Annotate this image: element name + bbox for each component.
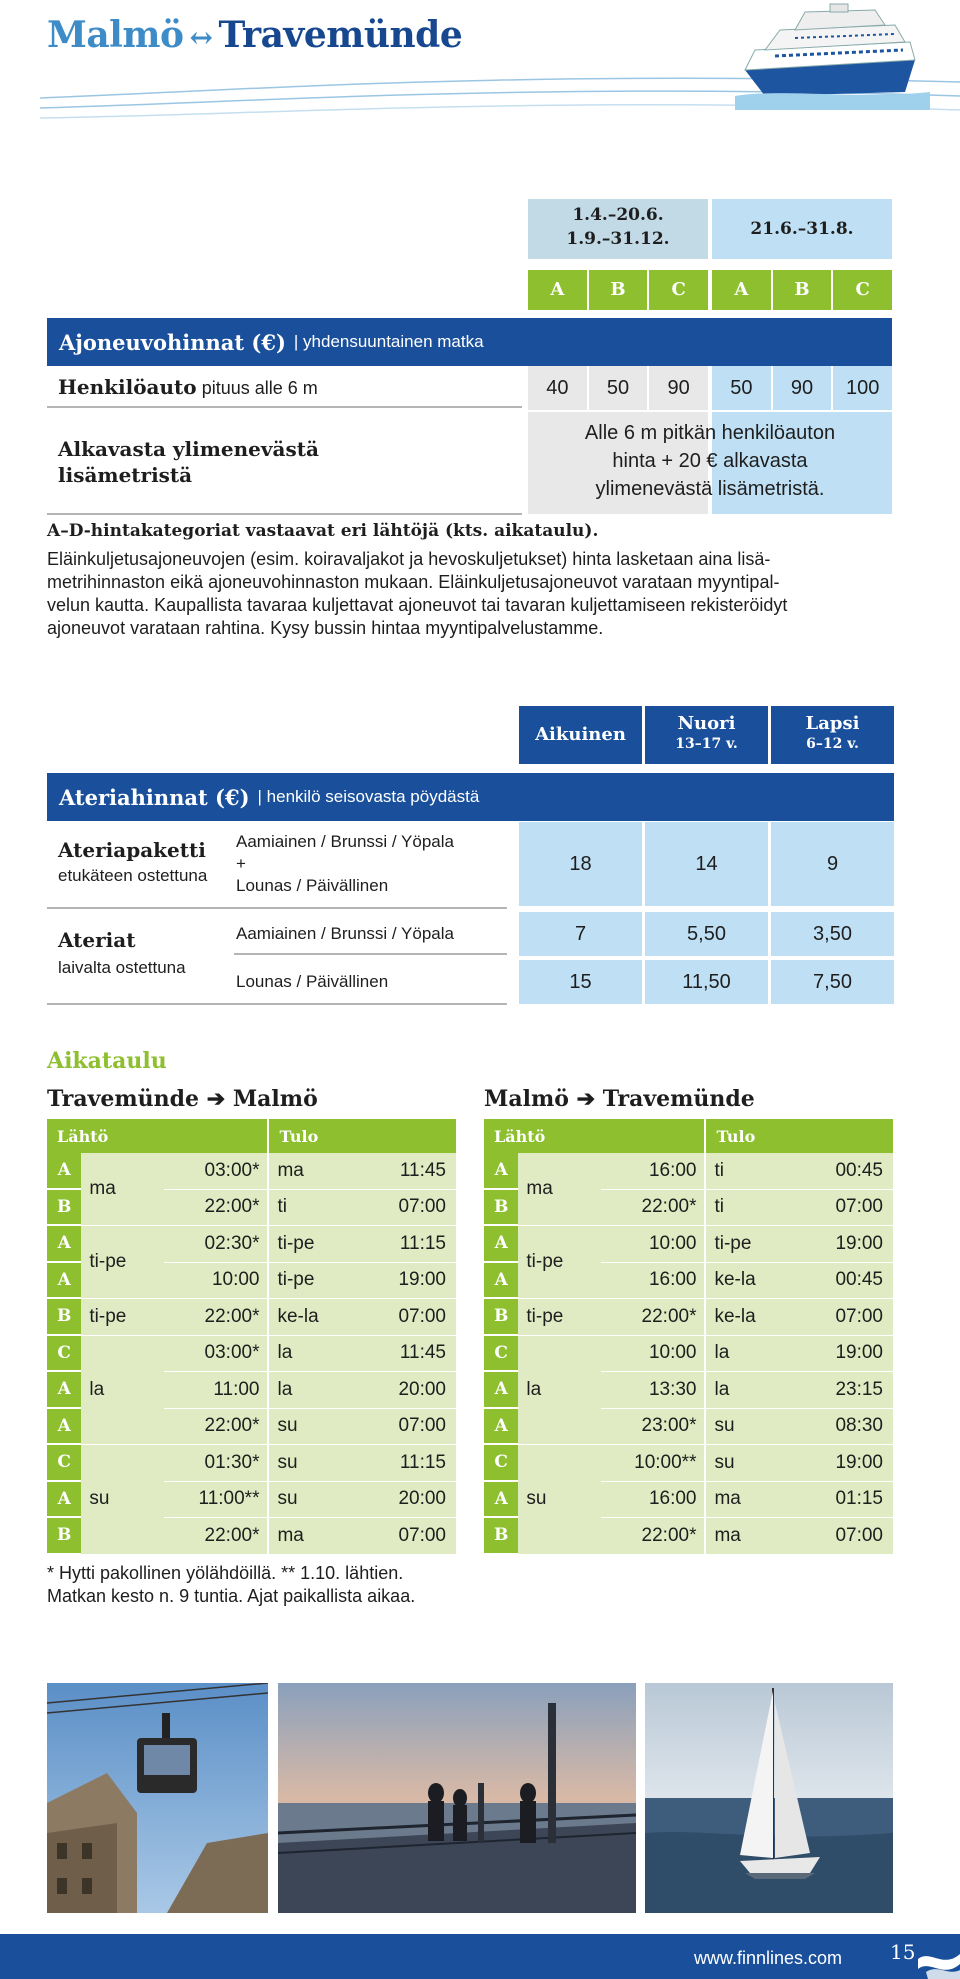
route-from: Travemünde <box>47 1086 200 1112</box>
package-title: Ateriapaketti <box>58 838 206 862</box>
arrival-day: la <box>706 1372 789 1409</box>
arrival-time: 11:15 <box>352 1226 456 1263</box>
category-c: C <box>833 270 892 310</box>
season-2-label: 21.6.–31.8. <box>750 219 854 239</box>
route-to: Travemünde <box>602 1086 755 1112</box>
photo-ferry-deck <box>278 1683 636 1913</box>
website-url: www.finnlines.com <box>693 1948 842 1968</box>
arrival-day: ma <box>269 1153 352 1190</box>
departure-day: ti-pe <box>81 1226 164 1299</box>
price-category: C <box>47 1336 81 1373</box>
car-sublabel: pituus alle 6 m <box>201 378 318 398</box>
arrival-day: ti-pe <box>269 1226 352 1263</box>
schedule-row <box>484 1336 893 1373</box>
arrival-time: 23:15 <box>789 1372 893 1409</box>
schedule-row <box>484 1445 893 1482</box>
extra-label-line-1: Alkavasta ylimenevästä <box>58 437 319 461</box>
arrow-right-icon: ➔ <box>206 1086 226 1112</box>
price-category: A <box>484 1482 518 1519</box>
extra-text-line-2: hinta + 20 € alkavasta <box>612 450 808 472</box>
price-category: A <box>47 1226 81 1263</box>
arrival-day: ti-pe <box>706 1226 789 1263</box>
divider <box>47 513 522 515</box>
arrival-time: 07:00 <box>352 1518 456 1555</box>
route-to: Malmö <box>232 1086 318 1112</box>
price-cell: 15 <box>519 960 642 1004</box>
divider <box>47 1003 507 1005</box>
price-category: B <box>47 1518 81 1555</box>
vehicle-prices-title: Ajoneuvohinnat (€) <box>59 329 286 355</box>
price-category: A <box>47 1153 81 1190</box>
price-cell: 3,50 <box>771 912 894 956</box>
schedule-row <box>47 1153 456 1190</box>
arrival-day: ma <box>706 1482 789 1519</box>
paragraph-line: velun kautta. Kaupallista tavaraa kuljettavat ajoneuvot tai tavaran kuljettamiseen rekisteröidyt <box>47 595 788 615</box>
arrival-day: ke-la <box>706 1299 789 1336</box>
departure-header: Lähtö <box>47 1119 269 1153</box>
arrival-time: 08:30 <box>789 1409 893 1446</box>
schedule-header-row <box>47 1119 456 1153</box>
departure-day: ma <box>81 1153 164 1226</box>
departure-time: 22:00* <box>601 1299 707 1336</box>
divider <box>47 907 507 909</box>
extra-label-line-2: lisämetristä <box>58 463 193 487</box>
photo-sailboat <box>645 1683 893 1913</box>
paragraph-line: metrihinnaston eikä ajoneuvohinnaston mukaan. Eläinkuljetusajoneuvot varataan myyntipal- <box>47 572 780 592</box>
schedule-row <box>47 1445 456 1482</box>
departure-time: 10:00 <box>601 1226 707 1263</box>
paragraph-line: Eläinkuljetusajoneuvojen (esim. koiravaljakot ja hevoskuljetukset) hinta lasketaan aina lisä- <box>47 549 771 569</box>
route-from: Malmö <box>484 1086 569 1112</box>
footnote-line: Matkan kesto n. 9 tuntia. Ajat paikallista aikaa. <box>47 1586 416 1606</box>
departure-day: ti-pe <box>518 1226 601 1299</box>
car-label: Henkilöauto <box>58 375 197 399</box>
adult-label: Aikuinen <box>535 724 626 745</box>
arrival-day: su <box>706 1445 789 1482</box>
arrival-day: ti <box>269 1190 352 1227</box>
schedule-title: Aikataulu <box>47 1048 167 1074</box>
schedule-row <box>47 1299 456 1336</box>
arrival-time: 07:00 <box>352 1299 456 1336</box>
left-schedule <box>47 1119 456 1555</box>
title-from: Malmö <box>47 14 184 56</box>
schedule-footnote <box>47 1562 415 1608</box>
right-schedule-title <box>484 1086 755 1112</box>
price-category: B <box>47 1299 81 1336</box>
price-cell: 100 <box>833 366 892 410</box>
departure-time: 11:00** <box>164 1482 270 1519</box>
departure-time: 10:00 <box>164 1263 270 1300</box>
departure-time: 22:00* <box>164 1518 270 1555</box>
package-desc <box>236 831 454 897</box>
price-cell: 90 <box>649 366 708 410</box>
page-number: 15 <box>890 1940 916 1964</box>
extra-text-line-3: ylimenevästä lisämetristä. <box>595 478 825 500</box>
departure-time: 02:30* <box>164 1226 270 1263</box>
season-header-2 <box>712 199 892 259</box>
paragraph-line: ajoneuvot varataan rahtina. Kysy bussin hintaa myyntipalvelustamme. <box>47 618 604 638</box>
category-c: C <box>649 270 708 310</box>
footnote-line: * Hytti pakollinen yölähdöillä. ** 1.10. lähtien. <box>47 1563 404 1583</box>
arrival-day: la <box>269 1336 352 1373</box>
price-category: A <box>484 1226 518 1263</box>
price-category: C <box>47 1445 81 1482</box>
meal-prices-subtitle: | henkilö seisovasta pöydästä <box>257 787 480 806</box>
bidirectional-arrow-icon: ↔ <box>189 21 213 54</box>
package-label <box>58 838 207 886</box>
departure-time: 22:00* <box>164 1299 270 1336</box>
price-category: B <box>47 1190 81 1227</box>
package-desc-line: Lounas / Päivällinen <box>236 876 389 895</box>
child-age: 6–12 v. <box>806 736 859 752</box>
departure-day: ti-pe <box>518 1299 601 1336</box>
category-note: A–D-hintakategoriat vastaavat eri lähtöjä (kts. aikataulu). <box>47 521 599 541</box>
price-cell: 7 <box>519 912 642 956</box>
price-cell: 14 <box>645 822 768 906</box>
season-header-1 <box>528 199 708 259</box>
youth-age: 13–17 v. <box>675 736 738 752</box>
meals-title: Ateriat <box>58 928 136 952</box>
price-category: A <box>484 1153 518 1190</box>
arrival-day: su <box>269 1445 352 1482</box>
arrow-right-icon: ➔ <box>576 1086 596 1112</box>
schedule-row <box>484 1153 893 1190</box>
departure-time: 16:00 <box>601 1482 707 1519</box>
price-cell: 7,50 <box>771 960 894 1004</box>
departure-time: 01:30* <box>164 1445 270 1482</box>
schedule-table <box>47 1119 456 1555</box>
price-cell: 90 <box>773 366 832 410</box>
lunch-price-row <box>519 960 894 1004</box>
schedule-row <box>484 1299 893 1336</box>
departure-header: Lähtö <box>484 1119 706 1153</box>
departure-day: ti-pe <box>81 1299 164 1336</box>
price-category: B <box>484 1299 518 1336</box>
arrival-time: 19:00 <box>789 1445 893 1482</box>
arrival-time: 00:45 <box>789 1263 893 1300</box>
price-category: A <box>47 1482 81 1519</box>
arrival-day: su <box>269 1409 352 1446</box>
departure-day: ma <box>518 1153 601 1226</box>
page-title <box>47 14 462 56</box>
arrival-day: ke-la <box>269 1299 352 1336</box>
left-schedule-title <box>47 1086 318 1112</box>
meals-label <box>58 928 186 978</box>
departure-day: la <box>518 1336 601 1446</box>
arrival-time: 11:15 <box>352 1445 456 1482</box>
arrival-time: 01:15 <box>789 1482 893 1519</box>
arrival-day: ke-la <box>706 1263 789 1300</box>
meals-subtitle: laivalta ostettuna <box>58 958 186 977</box>
arrival-day: ma <box>269 1518 352 1555</box>
price-cell: 40 <box>528 366 587 410</box>
schedule-row <box>47 1336 456 1373</box>
arrival-time: 20:00 <box>352 1482 456 1519</box>
arrival-time: 19:00 <box>352 1263 456 1300</box>
arrival-day: su <box>706 1409 789 1446</box>
departure-time: 13:30 <box>601 1372 707 1409</box>
price-category: B <box>484 1518 518 1555</box>
arrival-time: 11:45 <box>352 1336 456 1373</box>
meal-prices-title: Ateriahinnat (€) <box>59 784 250 810</box>
arrival-header: Tulo <box>706 1119 893 1153</box>
arrival-time: 00:45 <box>789 1153 893 1190</box>
breakfast-desc: Aamiainen / Brunssi / Yöpala <box>236 924 454 943</box>
arrival-time: 11:45 <box>352 1153 456 1190</box>
arrival-day: la <box>706 1336 789 1373</box>
category-a: A <box>528 270 587 310</box>
season-1-line-2: 1.9.–31.12. <box>566 229 670 249</box>
arrival-day: su <box>269 1482 352 1519</box>
price-category-row <box>528 270 892 310</box>
price-category: B <box>484 1190 518 1227</box>
divider <box>47 406 522 408</box>
extra-meter-text <box>528 419 892 503</box>
category-b: B <box>773 270 832 310</box>
divider <box>234 953 507 955</box>
arrival-time: 19:00 <box>789 1226 893 1263</box>
schedule-row <box>47 1226 456 1263</box>
lunch-desc: Lounas / Päivällinen <box>236 972 389 991</box>
package-price-row <box>519 822 894 906</box>
car-row-label <box>58 375 318 399</box>
child-label: Lapsi <box>805 713 860 734</box>
price-category: A <box>47 1372 81 1409</box>
arrival-time: 20:00 <box>352 1372 456 1409</box>
price-cell: 11,50 <box>645 960 768 1004</box>
arrival-header: Tulo <box>269 1119 456 1153</box>
departure-time: 22:00* <box>164 1190 270 1227</box>
arrival-time: 07:00 <box>789 1299 893 1336</box>
arrival-time: 07:00 <box>789 1190 893 1227</box>
meal-prices-bar <box>47 773 894 821</box>
departure-day: su <box>518 1445 601 1555</box>
price-cell: 5,50 <box>645 912 768 956</box>
price-cell: 9 <box>771 822 894 906</box>
header-youth <box>645 706 768 764</box>
departure-time: 22:00* <box>164 1409 270 1446</box>
schedule-header-row <box>484 1119 893 1153</box>
departure-time: 23:00* <box>601 1409 707 1446</box>
departure-day: la <box>81 1336 164 1446</box>
departure-time: 10:00** <box>601 1445 707 1482</box>
title-to: Travemünde <box>218 14 463 56</box>
extra-meter-label <box>58 436 319 488</box>
header-adult <box>519 706 642 764</box>
price-cell: 50 <box>589 366 648 410</box>
car-price-row <box>528 366 892 410</box>
price-cell: 18 <box>519 822 642 906</box>
price-category: A <box>484 1409 518 1446</box>
season-1-line-1: 1.4.–20.6. <box>572 205 664 225</box>
category-a: A <box>712 270 771 310</box>
ferry-ship-icon <box>735 0 930 110</box>
price-category: C <box>484 1336 518 1373</box>
price-category: A <box>47 1409 81 1446</box>
breakfast-price-row <box>519 912 894 956</box>
vehicle-prices-subtitle: | yhdensuuntainen matka <box>293 332 484 351</box>
arrival-time: 07:00 <box>789 1518 893 1555</box>
departure-time: 03:00* <box>164 1336 270 1373</box>
youth-label: Nuori <box>677 713 736 734</box>
departure-time: 16:00 <box>601 1153 707 1190</box>
arrival-day: ti <box>706 1190 789 1227</box>
price-category: A <box>47 1263 81 1300</box>
finnlines-wave-icon <box>918 1934 960 1979</box>
departure-time: 22:00* <box>601 1518 707 1555</box>
arrival-day: ti-pe <box>269 1263 352 1300</box>
category-b: B <box>589 270 648 310</box>
price-category: A <box>484 1372 518 1409</box>
package-subtitle: etukäteen ostettuna <box>58 866 208 885</box>
schedule-table <box>484 1119 893 1555</box>
price-category: A <box>484 1263 518 1300</box>
departure-time: 10:00 <box>601 1336 707 1373</box>
schedule-row <box>484 1226 893 1263</box>
arrival-time: 19:00 <box>789 1336 893 1373</box>
photo-cable-car <box>47 1683 268 1913</box>
vehicle-prices-bar <box>47 318 892 366</box>
extra-text-line-1: Alle 6 m pitkän henkilöauton <box>584 422 836 444</box>
arrival-time: 07:00 <box>352 1190 456 1227</box>
arrival-day: ma <box>706 1518 789 1555</box>
package-desc-line: Aamiainen / Brunssi / Yöpala <box>236 832 454 851</box>
departure-time: 16:00 <box>601 1263 707 1300</box>
departure-time: 22:00* <box>601 1190 707 1227</box>
price-category: C <box>484 1445 518 1482</box>
departure-time: 11:00 <box>164 1372 270 1409</box>
price-cell: 50 <box>712 366 771 410</box>
departure-time: 03:00* <box>164 1153 270 1190</box>
right-schedule <box>484 1119 893 1555</box>
arrival-day: ti <box>706 1153 789 1190</box>
header-child <box>771 706 894 764</box>
departure-day: su <box>81 1445 164 1555</box>
vehicle-info-paragraph <box>47 548 907 640</box>
package-desc-line: + <box>236 854 246 873</box>
arrival-time: 07:00 <box>352 1409 456 1446</box>
arrival-day: la <box>269 1372 352 1409</box>
